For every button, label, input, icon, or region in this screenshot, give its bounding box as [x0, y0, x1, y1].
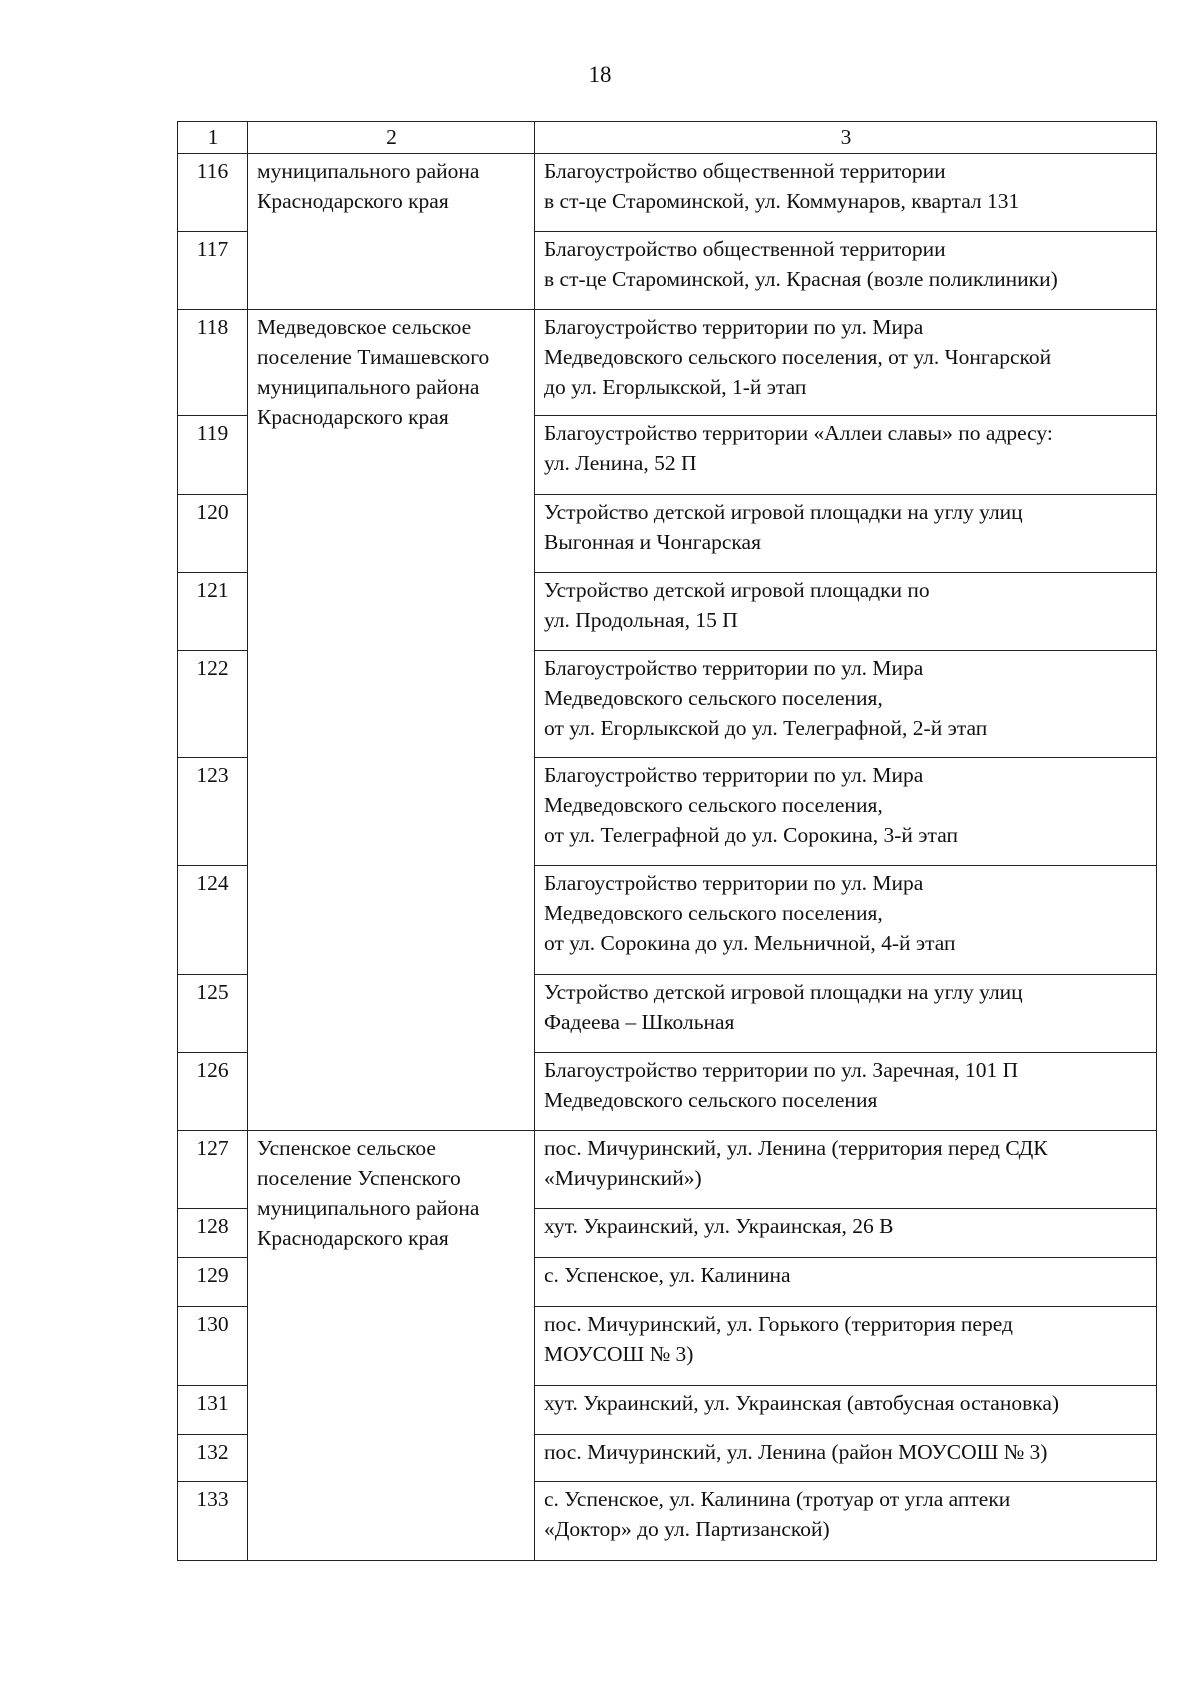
- row-number: 129: [178, 1258, 248, 1307]
- row-number: 117: [178, 232, 248, 310]
- project-description: Устройство детской игровой площадки по ул. Продольная, 15 П: [535, 573, 1157, 651]
- row-number: 127: [178, 1131, 248, 1209]
- project-description: хут. Украинский, ул. Украинская (автобусная остановка): [535, 1386, 1157, 1435]
- page-number: 18: [588, 62, 612, 87]
- header-cell-1: 1: [178, 122, 248, 154]
- project-description: с. Успенское, ул. Калинина (тротуар от угла аптеки «Доктор» до ул. Партизанской): [535, 1482, 1157, 1561]
- row-number: 116: [178, 154, 248, 232]
- project-description: Благоустройство общественной территории в ст-це Староминской, ул. Красная (возле поликлиники): [535, 232, 1157, 310]
- project-description: Благоустройство территории по ул. Заречная, 101 П Медведовского сельского поселения: [535, 1053, 1157, 1131]
- project-description: Благоустройство территории по ул. Мира Медведовского сельского поселения, от ул. Егорлыкской до ул. Телеграфной, 2-й этап: [535, 651, 1157, 758]
- table-header-row: [178, 122, 1157, 154]
- project-description: пос. Мичуринский, ул. Горького (территория перед МОУСОШ № 3): [535, 1307, 1157, 1386]
- table-row: [178, 1131, 1157, 1209]
- settlement-name: Успенское сельское поселение Успенского муниципального района Краснодарского края: [248, 1131, 535, 1561]
- row-number: 121: [178, 573, 248, 651]
- header-cell-3: 3: [535, 122, 1157, 154]
- project-description: Благоустройство территории по ул. Мира Медведовского сельского поселения, от ул. Чонгарской до ул. Егорлыкской, 1-й этап: [535, 310, 1157, 416]
- header-cell-2: 2: [248, 122, 535, 154]
- project-description: Благоустройство общественной территории в ст-це Староминской, ул. Коммунаров, квартал 131: [535, 154, 1157, 232]
- project-description: Благоустройство территории «Аллеи славы» по адресу: ул. Ленина, 52 П: [535, 416, 1157, 495]
- row-number: 128: [178, 1209, 248, 1258]
- row-number: 124: [178, 866, 248, 975]
- project-description: пос. Мичуринский, ул. Ленина (район МОУСОШ № 3): [535, 1435, 1157, 1482]
- row-number: 132: [178, 1435, 248, 1482]
- project-description: хут. Украинский, ул. Украинская, 26 В: [535, 1209, 1157, 1258]
- row-number: 122: [178, 651, 248, 758]
- row-number: 131: [178, 1386, 248, 1435]
- project-description: Устройство детской игровой площадки на углу улиц Выгонная и Чонгарская: [535, 495, 1157, 573]
- row-number: 120: [178, 495, 248, 573]
- project-description: Устройство детской игровой площадки на углу улиц Фадеева – Школьная: [535, 975, 1157, 1053]
- projects-table: [177, 121, 1157, 1561]
- settlement-name: муниципального района Краснодарского края: [248, 154, 535, 310]
- project-description: Благоустройство территории по ул. Мира Медведовского сельского поселения, от ул. Телеграфной до ул. Сорокина, 3-й этап: [535, 758, 1157, 866]
- project-description: с. Успенское, ул. Калинина: [535, 1258, 1157, 1307]
- row-number: 119: [178, 416, 248, 495]
- row-number: 118: [178, 310, 248, 416]
- row-number: 130: [178, 1307, 248, 1386]
- row-number: 133: [178, 1482, 248, 1561]
- row-number: 123: [178, 758, 248, 866]
- table-row: [178, 154, 1157, 232]
- row-number: 126: [178, 1053, 248, 1131]
- row-number: 125: [178, 975, 248, 1053]
- settlement-name: Медведовское сельское поселение Тимашевского муниципального района Краснодарского края: [248, 310, 535, 1131]
- project-description: Благоустройство территории по ул. Мира Медведовского сельского поселения, от ул. Сорокина до ул. Мельничной, 4-й этап: [535, 866, 1157, 975]
- table-row: [178, 310, 1157, 416]
- project-description: пос. Мичуринский, ул. Ленина (территория перед СДК «Мичуринский»): [535, 1131, 1157, 1209]
- table-body: [178, 122, 1157, 1561]
